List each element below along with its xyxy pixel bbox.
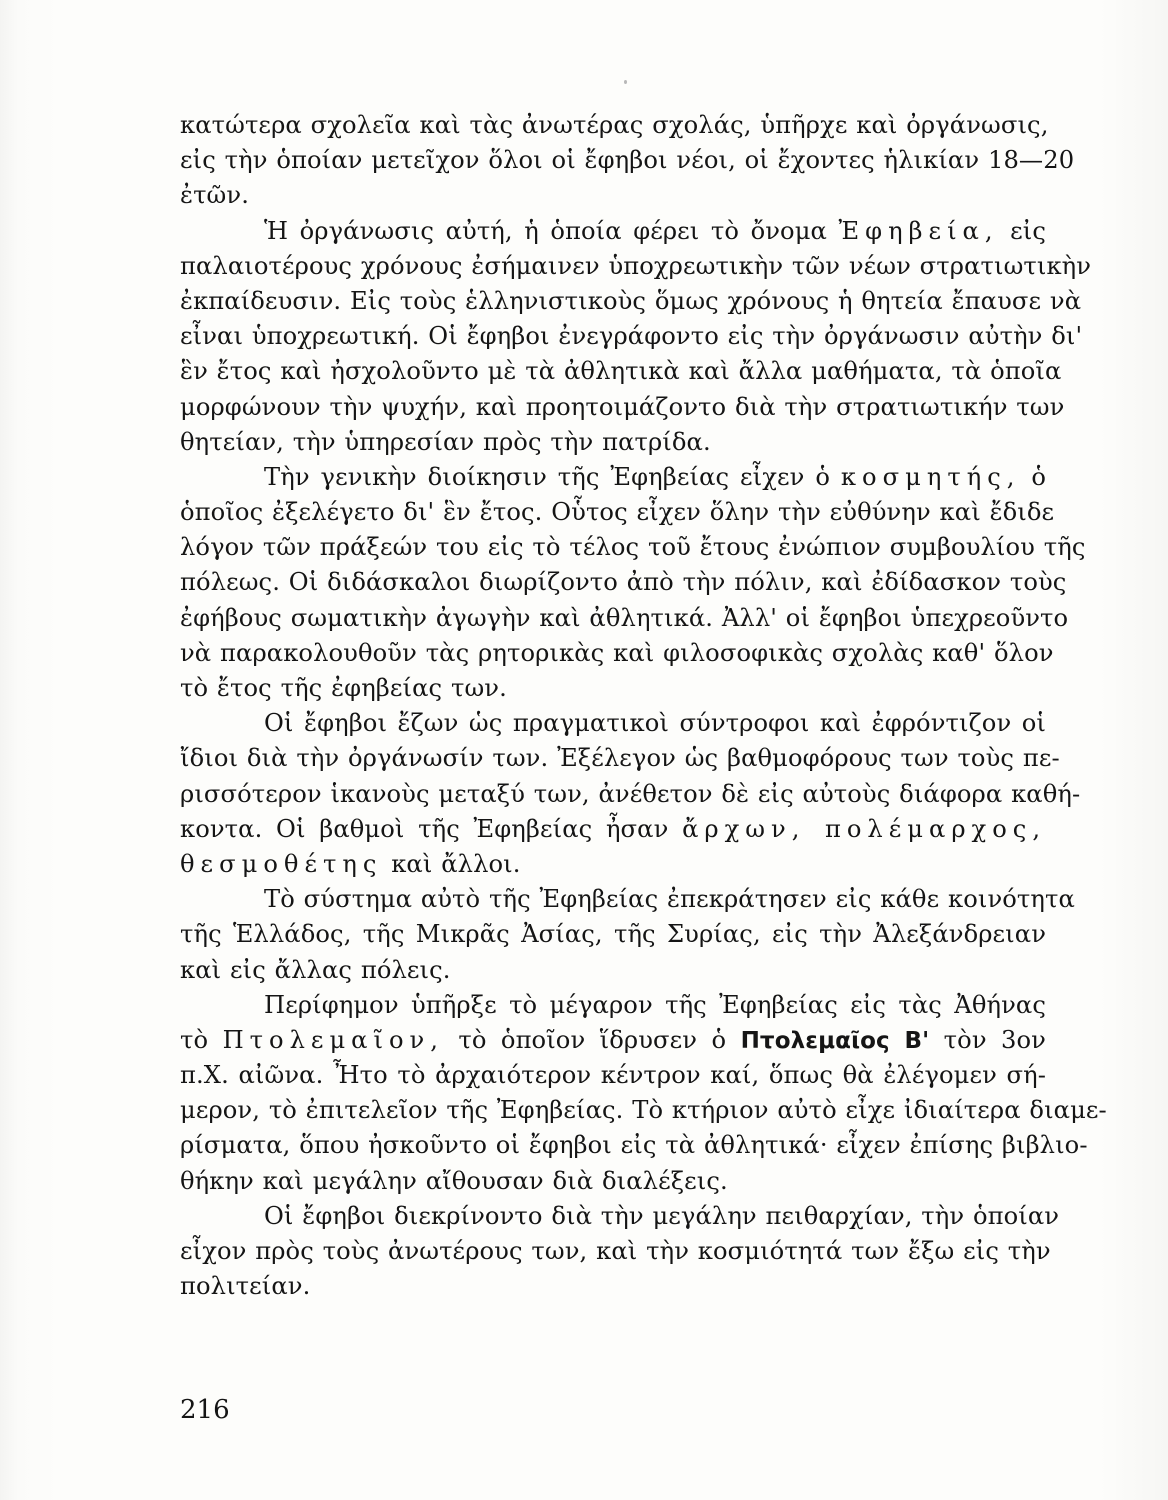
text-line: Οἱ ἔφηβοι ἔζων ὡς πραγματικοὶ σύντροφοι καὶ ἐφρόντιζον οἱ — [264, 709, 1046, 738]
text-run: τὸν 3ον — [943, 1025, 1046, 1054]
text-run: Ἡ ὀργάνωσις αὐτή, ἡ ὁποία φέρει τὸ ὄνομα — [264, 216, 827, 245]
text-line: ὁποῖος ἐξελέγετο δι' ἓν ἔτος. Οὗτος εἶχεν ὅλην τὴν εὐθύνην καὶ ἔδιδε — [180, 498, 1055, 527]
text-line — [180, 1023, 1046, 1058]
spaced-term: ἄρχων, πολέμαρχος, — [682, 814, 1047, 843]
text-line: θήκην καὶ μεγάλην αἴθουσαν διὰ διαλέξεις. — [180, 1166, 728, 1195]
spaced-term: Ἐφηβεία, — [838, 216, 999, 245]
page-body-text — [180, 108, 1107, 1304]
text-run: τὸ ὁποῖον ἵδρυσεν ὁ — [458, 1025, 727, 1054]
text-line: εἶναι ὑποχρεωτική. Οἱ ἔφηβοι ἐνεγράφοντο εἰς τὴν ὀργάνωσιν αὐτὴν δι' — [180, 322, 1083, 351]
text-line: Τὸ σύστημα αὐτὸ τῆς Ἐφηβείας ἐπεκράτησεν εἰς κάθε κοινότητα — [264, 885, 1075, 914]
text-line: ἐτῶν. — [180, 181, 249, 210]
text-line: ἴδιοι διὰ τὴν ὀργάνωσίν των. Ἐξέλεγον ὡς βαθμοφόρους των τοὺς πε- — [180, 744, 1060, 773]
text-run: εἰς — [1010, 216, 1046, 245]
text-line: νὰ παρακολουθοῦν τὰς ρητορικὰς καὶ φιλοσοφικὰς σχολὰς καθ' ὅλον — [180, 638, 1054, 667]
text-line: ἓν ἔτος καὶ ἠσχολοῦντο μὲ τὰ ἀθλητικὰ καὶ ἄλλα μαθήματα, τὰ ὁποῖα — [180, 357, 1062, 386]
text-line: μερον, τὸ ἐπιτελεῖον τῆς Ἐφηβείας. Τὸ κτήριον αὐτὸ εἶχε ἰδιαίτερα διαμε- — [180, 1096, 1107, 1125]
text-run: τὸ — [180, 1025, 209, 1054]
page-number: 216 — [180, 1395, 230, 1425]
text-line — [180, 460, 1046, 495]
text-line: καὶ εἰς ἄλλας πόλεις. — [180, 955, 451, 984]
text-line — [180, 812, 1046, 847]
text-line: ἐκπαίδευσιν. Εἰς τοὺς ἑλληνιστικοὺς ὅμως χρόνους ἡ θητεία ἔπαυσε νὰ — [180, 286, 1082, 315]
text-line: Οἱ ἔφηβοι διεκρίνοντο διὰ τὴν μεγάλην πειθαρχίαν, τὴν ὁποίαν — [264, 1201, 1060, 1230]
text-line: ρίσματα, ὅπου ἠσκοῦντο οἱ ἔφηβοι εἰς τὰ ἀθλητικά· εἶχεν ἐπίσης βιβλιο- — [180, 1131, 1088, 1160]
bold-name: Πτολεμαῖος Β' — [740, 1027, 930, 1054]
text-run: Τὴν γενικὴν διοίκησιν τῆς Ἐφηβείας εἶχεν ὁ — [264, 462, 831, 491]
text-line: τῆς Ἑλλάδος, τῆς Μικρᾶς Ἀσίας, τῆς Συρίας, εἰς τὴν Ἀλεξάνδρειαν — [180, 920, 1046, 949]
text-line: π.Χ. αἰῶνα. Ἦτο τὸ ἀρχαιότερον κέντρον καί, ὅπως θὰ ἐλέγομεν σή- — [180, 1061, 1046, 1090]
text-line: λόγον τῶν πράξεών του εἰς τὸ τέλος τοῦ ἔτους ἐνώπιον συμβουλίου τῆς — [180, 533, 1086, 562]
spaced-term: κοσμητής, — [840, 462, 1021, 491]
text-line: πόλεως. Οἱ διδάσκαλοι διωρίζοντο ἀπὸ τὴν πόλιν, καὶ ἐδίδασκον τοὺς — [180, 568, 1067, 597]
text-line — [180, 214, 1046, 249]
spaced-term: Πτολεμαῖον, — [222, 1025, 444, 1054]
text-line: ρισσότερον ἱκανοὺς μεταξύ των, ἀνέθετον δὲ εἰς αὐτοὺς διάφορα καθή- — [180, 779, 1081, 808]
text-line: μορφώνουν τὴν ψυχήν, καὶ προητοιμάζοντο διὰ τὴν στρατιωτικήν των — [180, 392, 1065, 421]
text-line: πολιτείαν. — [180, 1272, 311, 1301]
text-run: καὶ ἄλλοι. — [391, 849, 521, 878]
text-line: παλαιοτέρους χρόνους ἐσήμαινεν ὑποχρεωτικὴν τῶν νέων στρατιωτικὴν — [180, 251, 1092, 280]
text-line: Περίφημον ὑπῆρξε τὸ μέγαρον τῆς Ἐφηβείας εἰς τὰς Ἀθήνας — [264, 990, 1046, 1019]
text-line: εἰς τὴν ὁποίαν μετεῖχον ὅλοι οἱ ἔφηβοι νέοι, οἱ ἔχοντες ἡλικίαν 18—20 — [180, 146, 1075, 175]
spaced-term: θεσμοθέτης — [180, 849, 383, 878]
text-run: κοντα. Οἱ βαθμοὶ τῆς Ἐφηβείας ἦσαν — [180, 814, 669, 843]
text-line: εἶχον πρὸς τοὺς ἀνωτέρους των, καὶ τὴν κοσμιότητά των ἔξω εἰς τὴν — [180, 1237, 1051, 1265]
text-run: ὁ — [1031, 462, 1047, 491]
text-line: κατώτερα σχολεῖα καὶ τὰς ἀνωτέρας σχολάς, ὑπῆρχε καὶ ὀργάνωσις, — [180, 111, 1049, 139]
text-line: ἐφήβους σωματικὴν ἀγωγὴν καὶ ἀθλητικά. Ἀλλ' οἱ ἔφηβοι ὑπεχρεοῦντο — [180, 603, 1069, 632]
text-line: τὸ ἔτος τῆς ἐφηβείας των. — [180, 674, 507, 702]
paper-speck — [624, 80, 627, 84]
text-line — [180, 847, 1046, 882]
text-line: θητείαν, τὴν ὑπηρεσίαν πρὸς τὴν πατρίδα. — [180, 427, 711, 456]
